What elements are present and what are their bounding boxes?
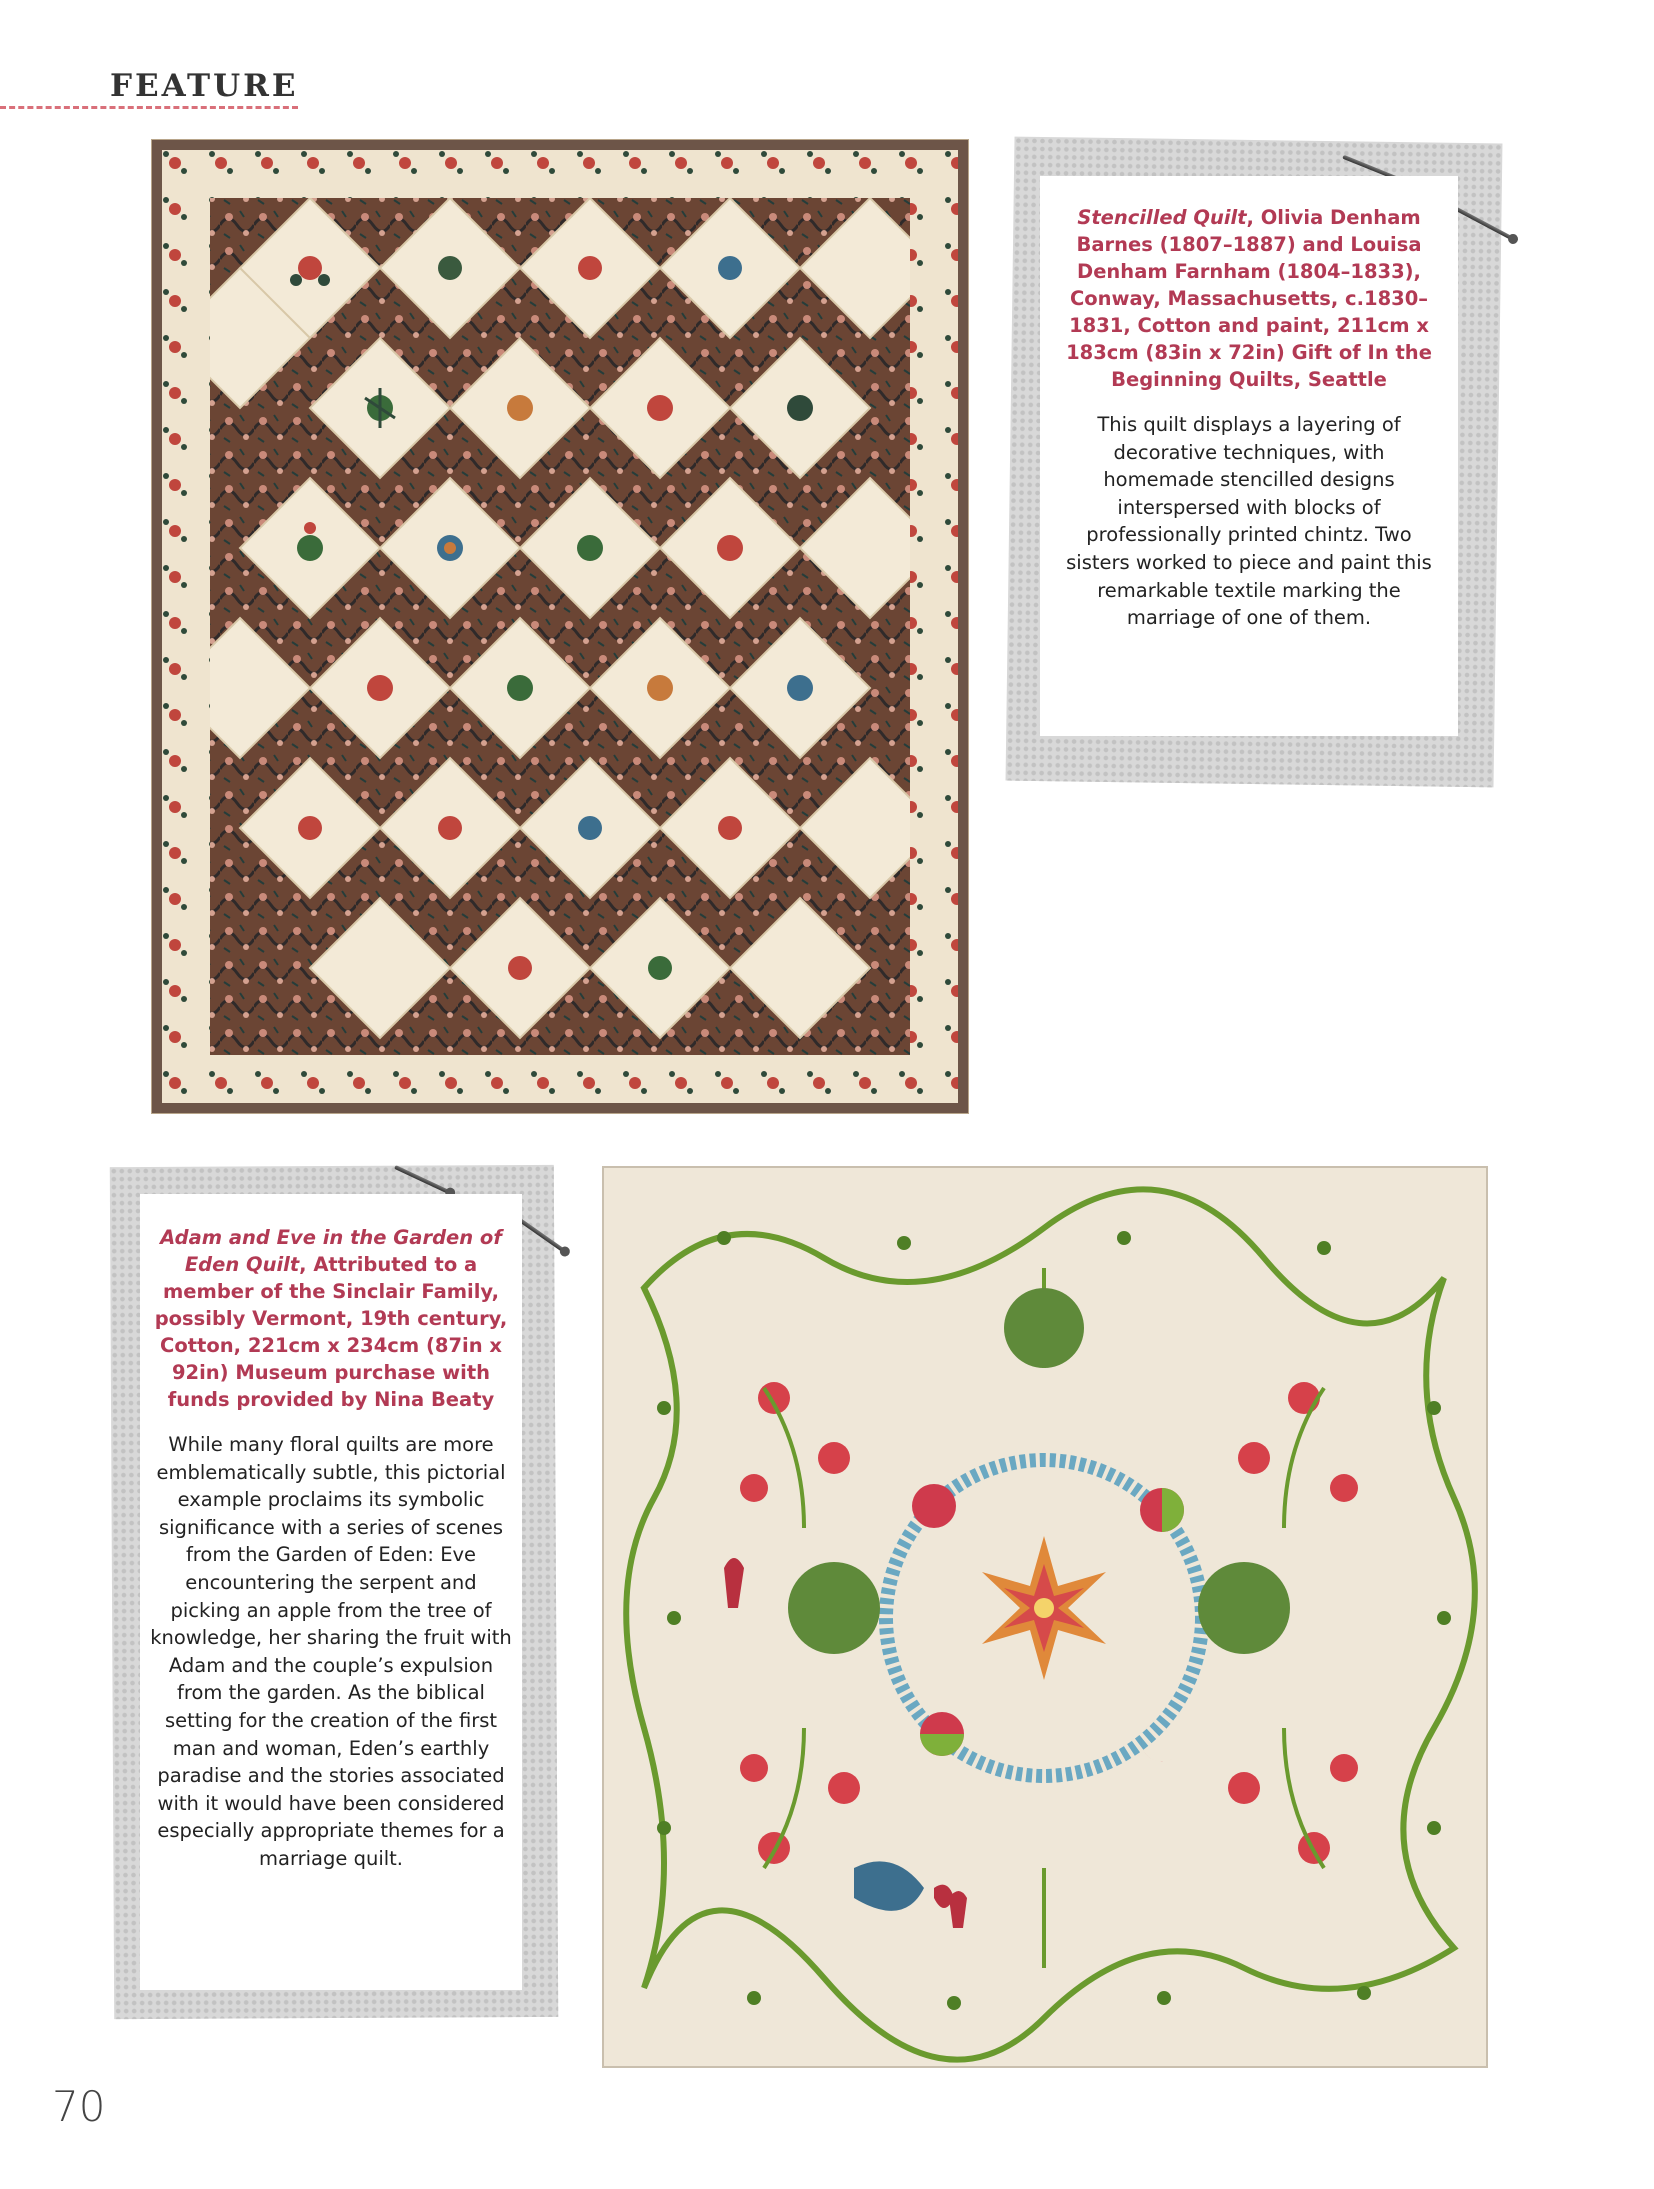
stencilled-quilt-photo [152, 140, 968, 1113]
adam-eve-quilt-photo [604, 1168, 1486, 2066]
artwork-title: Stencilled Quilt [1077, 206, 1247, 229]
caption-body: This quilt displays a layering of decorative techniques, with homemade stencilled designs interspersed with blocks of professionally printed chintz. Two sisters worked to piece and paint this remarkable textile marking the marriage of one of them. [1066, 413, 1432, 630]
artwork-caption [1040, 176, 1458, 393]
caption-card-stencilled-quilt [1040, 176, 1458, 736]
section-divider [0, 106, 298, 109]
artwork-title: Adam and Eve in the Garden of Eden Quilt [160, 1226, 502, 1276]
adam-eve-quilt-image [604, 1168, 1486, 2066]
artwork-details: , Attributed to a member of the Sinclair Family, possibly Vermont, 19th century, Cotton, 221cm x 234cm (87in x 92in) Museum purchase with funds provided by Nina Beaty [154, 1253, 508, 1411]
section-label: FEATURE [110, 68, 299, 104]
page-number: 70 [52, 2082, 106, 2131]
caption-body: While many floral quilts are more emblematically subtle, this pictorial example proclaims its symbolic significance with a series of scenes from the Garden of Eden: Eve encountering the serpent and picking an apple from the tree of knowledge, her sharing the fruit with Adam and the couple’s expulsion from the garden. As the biblical setting for the creation of the first man and woman, Eden’s earthly paradise and the stories associated with it would have been considered especially appropriate themes for a marriage quilt. [150, 1433, 512, 1870]
artwork-caption [140, 1194, 522, 1413]
caption-card-eden-quilt [140, 1194, 522, 1990]
stencilled-quilt-image [152, 140, 968, 1113]
artwork-details: , Olivia Denham Barnes (1807–1887) and Louisa Denham Farnham (1804–1833), Conway, Massachusetts, c.1830–1831, Cotton and paint, 211cm x 183cm (83in x 72in) Gift of In the Beginning Quilts, Seattle [1066, 206, 1432, 391]
